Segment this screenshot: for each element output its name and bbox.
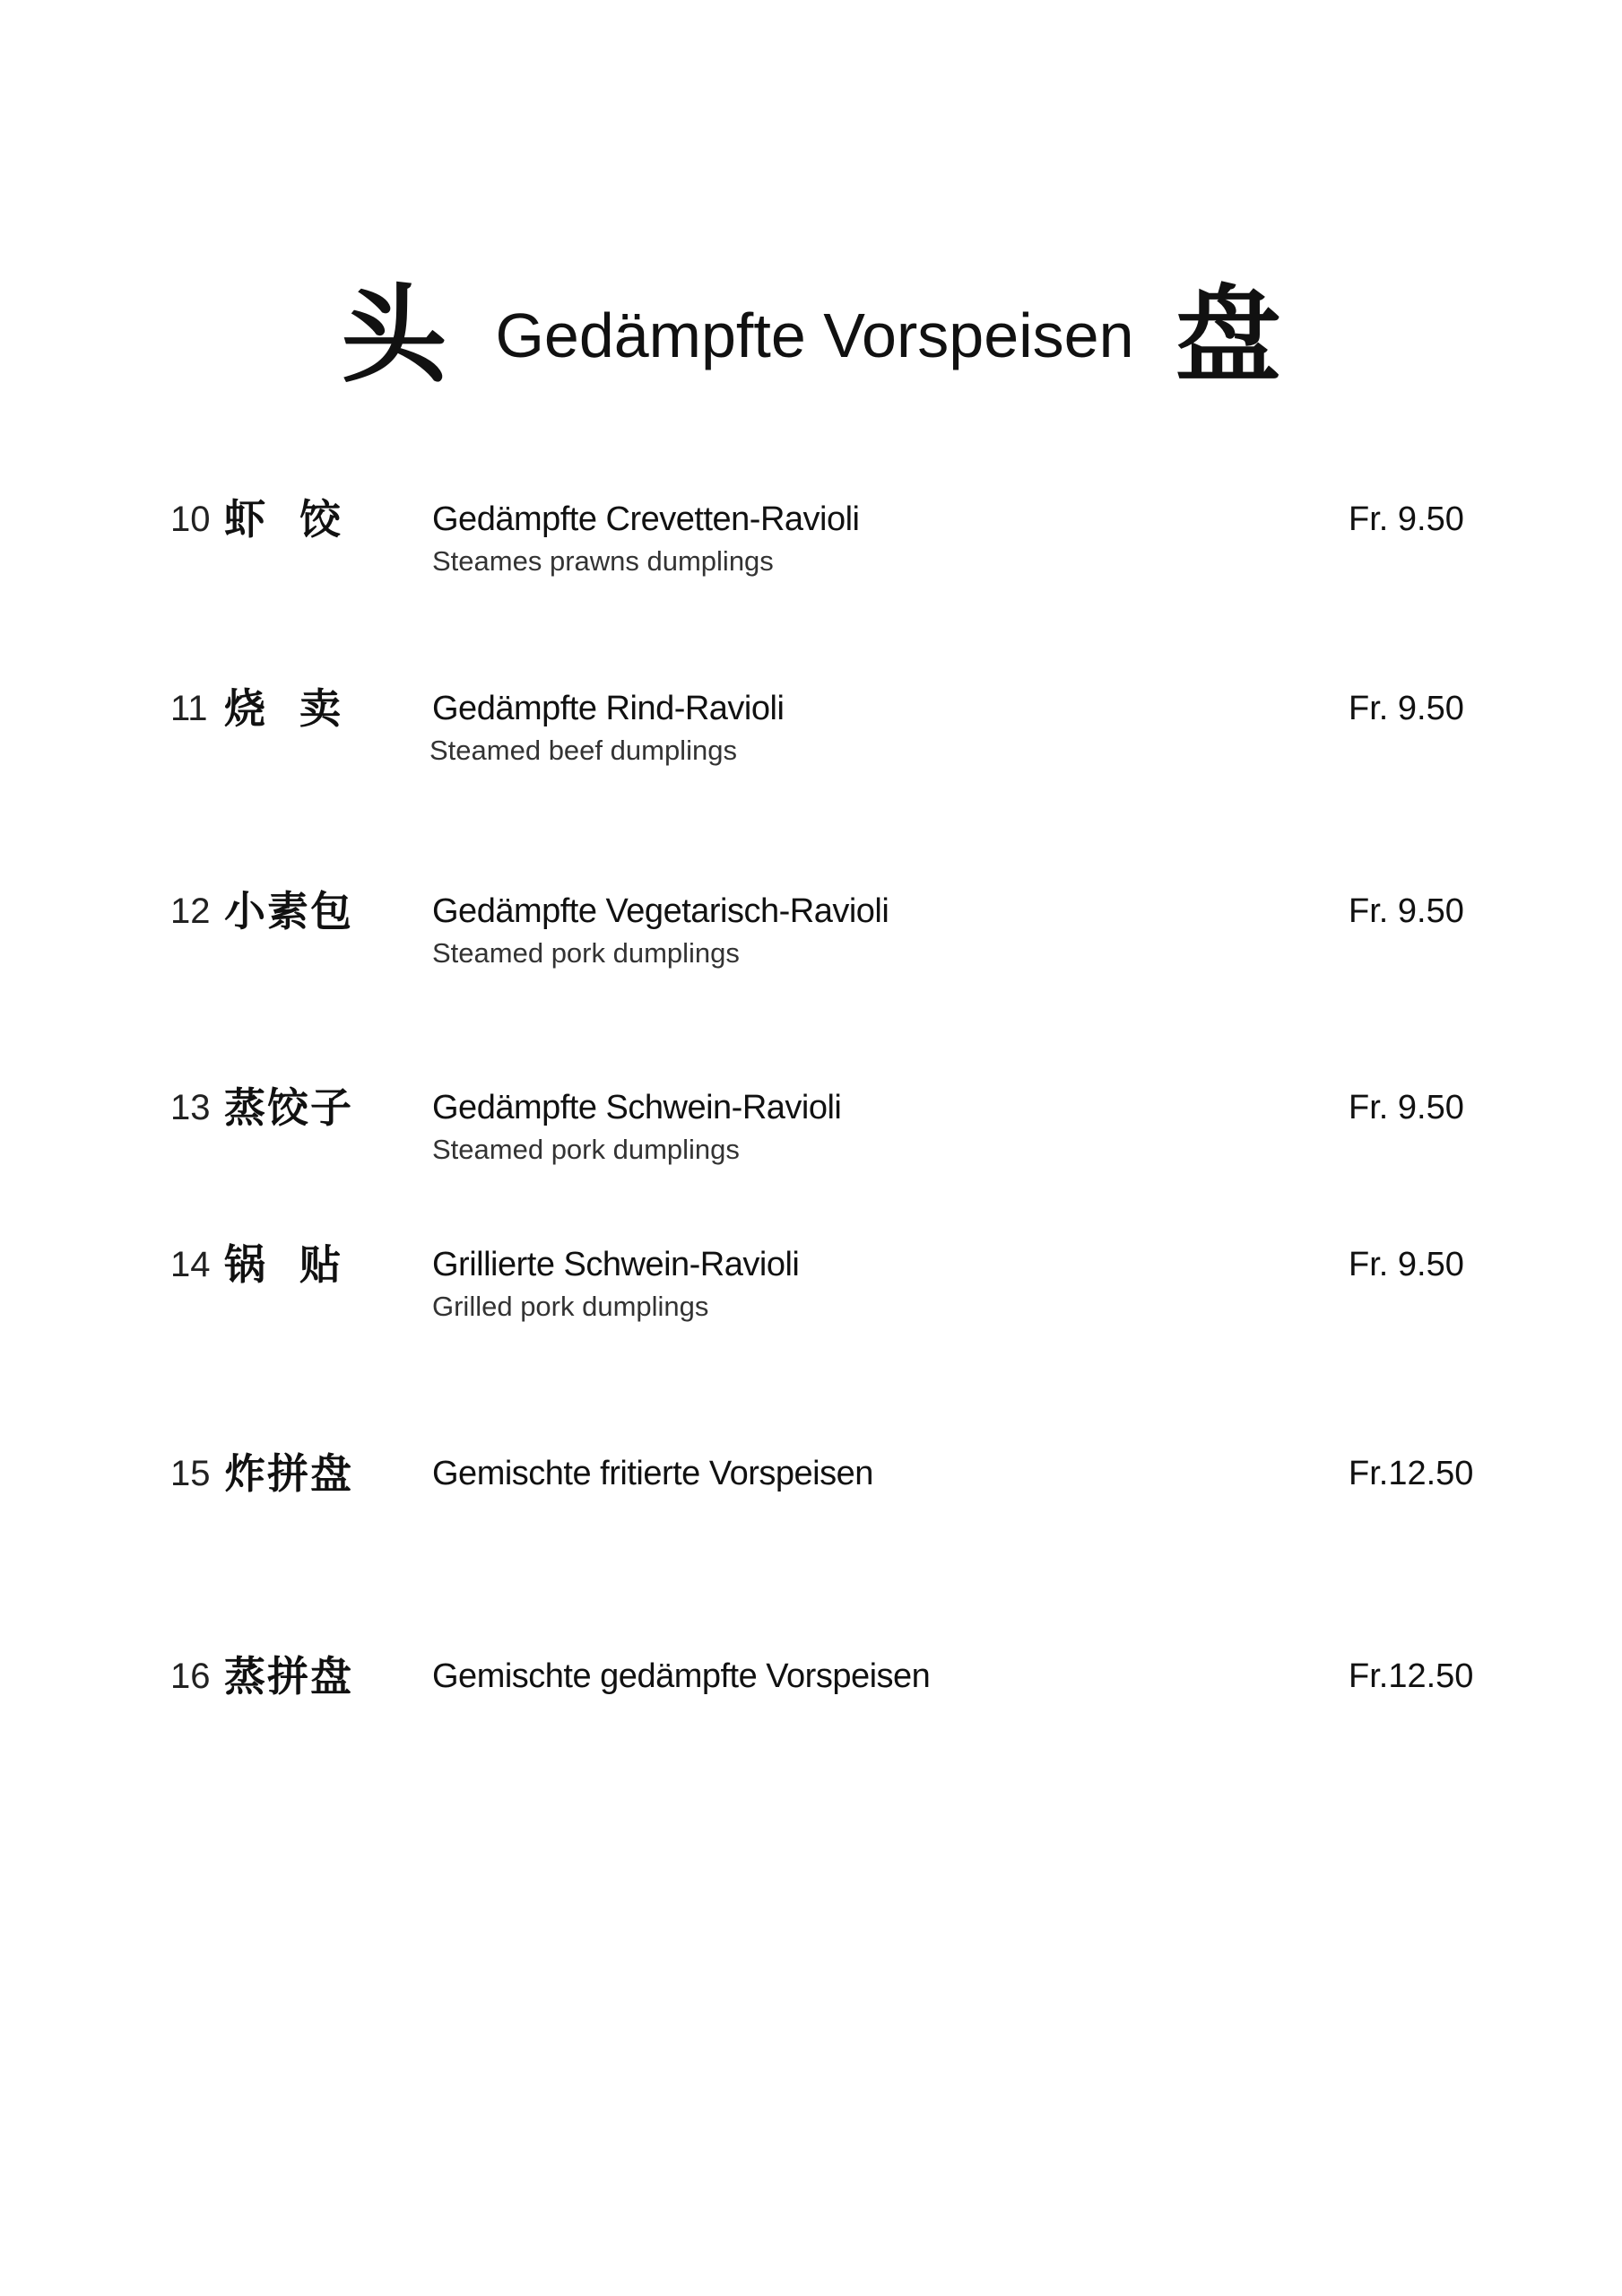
item-name: Gemischte gedämpfte Vorspeisen [432, 1657, 931, 1695]
item-name: Gedämpfte Schwein-Ravioli [432, 1089, 842, 1126]
item-price: Fr.12.50 [1349, 1657, 1474, 1695]
item-number: 12 [170, 891, 211, 931]
item-name: Gemischte fritierte Vorspeisen [432, 1455, 873, 1492]
item-name: Gedämpfte Rind-Ravioli [432, 690, 785, 727]
item-chinese-name: 蒸饺子 [224, 1083, 353, 1132]
menu-item [0, 1240, 1622, 1348]
item-name: Gedämpfte Vegetarisch-Ravioli [432, 892, 889, 930]
item-number: 15 [170, 1454, 211, 1493]
menu-item [0, 495, 1622, 603]
menu-item [0, 1083, 1622, 1191]
menu-item [0, 1449, 1622, 1557]
item-number: 14 [170, 1245, 211, 1284]
item-number: 13 [170, 1088, 211, 1127]
title-cjk-left: 头 [341, 273, 447, 397]
item-number: 16 [170, 1657, 211, 1696]
item-name: Gedämpfte Crevetten-Ravioli [432, 500, 860, 538]
item-price: Fr. 9.50 [1349, 690, 1464, 727]
item-description: Steamed pork dumplings [432, 1134, 740, 1165]
item-number: 11 [170, 689, 208, 728]
item-price: Fr. 9.50 [1349, 500, 1464, 538]
item-chinese-name: 炸拼盘 [224, 1449, 353, 1498]
item-name: Grillierte Schwein-Ravioli [432, 1246, 800, 1283]
item-chinese-name: 锅 贴 [224, 1240, 343, 1289]
item-chinese-name: 小素包 [224, 887, 353, 935]
item-chinese-name: 虾 饺 [224, 495, 343, 544]
item-price: Fr. 9.50 [1349, 1089, 1464, 1126]
item-description: Grilled pork dumplings [432, 1291, 709, 1322]
menu-item [0, 684, 1622, 792]
page-title [0, 273, 1622, 397]
menu-item [0, 887, 1622, 995]
item-description: Steamed beef dumplings [429, 735, 737, 766]
item-price: Fr. 9.50 [1349, 1246, 1464, 1283]
item-price: Fr. 9.50 [1349, 892, 1464, 930]
item-number: 10 [170, 500, 211, 539]
item-price: Fr.12.50 [1349, 1455, 1474, 1492]
menu-item [0, 1652, 1622, 1760]
item-description: Steames prawns dumplings [432, 545, 774, 577]
title-cjk-right: 盘 [1175, 273, 1281, 397]
item-chinese-name: 蒸拼盘 [224, 1652, 353, 1700]
title-text: Gedämpfte Vorspeisen [495, 300, 1134, 370]
item-chinese-name: 烧 卖 [224, 684, 343, 733]
item-description: Steamed pork dumplings [432, 937, 740, 969]
